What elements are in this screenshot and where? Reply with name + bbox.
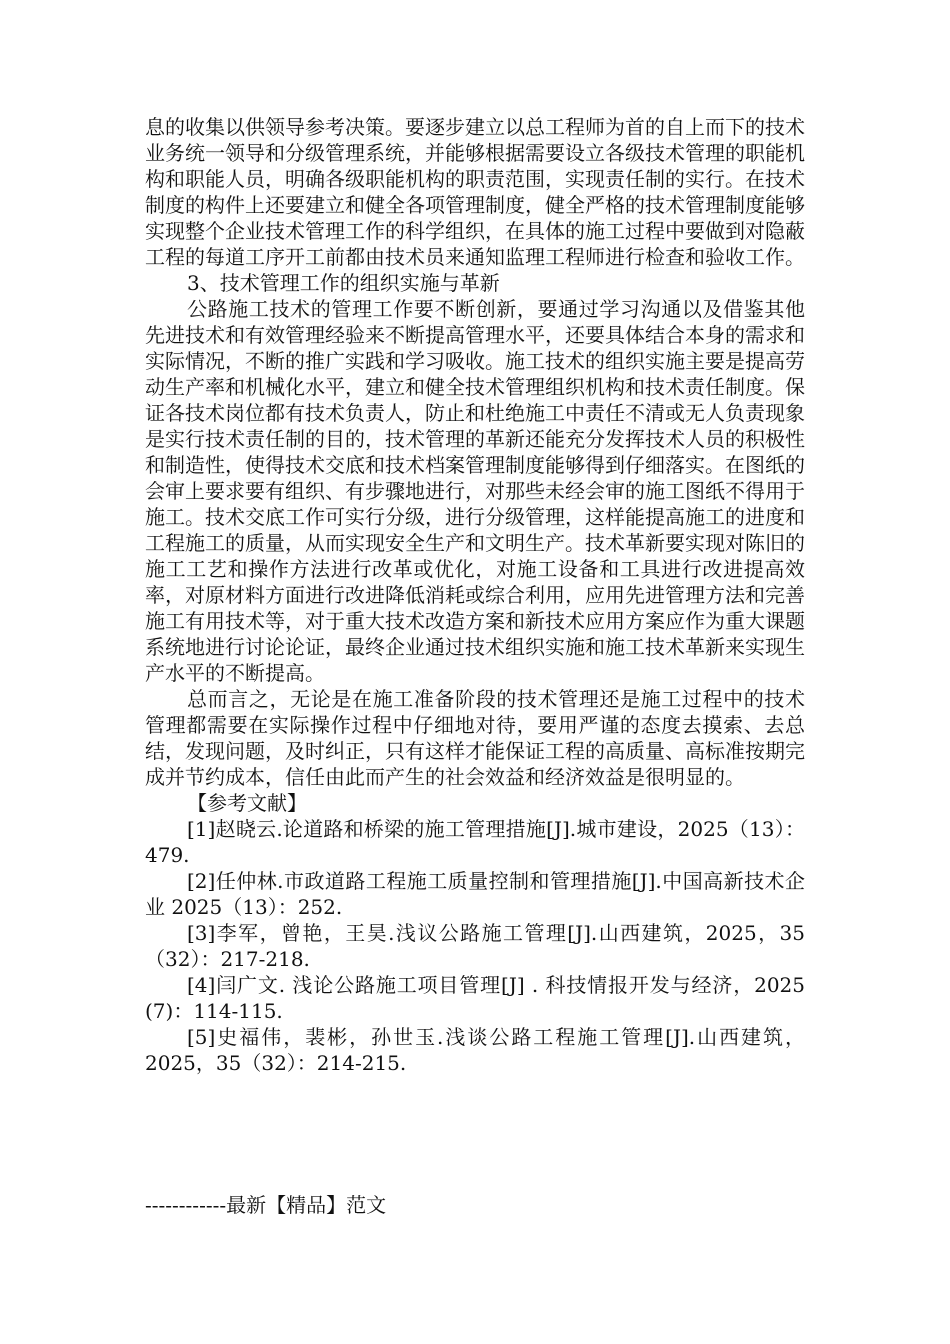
footer-text: ------------最新【精品】范文 — [145, 1193, 387, 1217]
paragraph-continued: 息的收集以供领导参考决策。要逐步建立以总工程师为首的自上而下的技术业务统一领导和分级管理系统，并能够根据需要设立各级技术管理的职能机构和职能人员，明确各级职能机构的职责范围，实现责任制的实行。在技术制度的构件上还要建立和健全各项管理制度，健全严格的技术管理制度能够实现整个企业技术管理工作的科学组织，在具体的施工过程中要做到对隐蔽工程的每道工序开工前都由技术员来通知监理工程师进行检查和验收工作。 — [145, 115, 805, 269]
document-body — [145, 114, 805, 1076]
section-heading: 3、技术管理工作的组织实施与革新 — [187, 271, 500, 295]
reference-item: [5]史福伟，裴彬，孙世玉.浅谈公路工程施工管理[J].山西建筑，2025，35（32）：214-215. — [145, 1025, 805, 1075]
reference-item: [1]赵晓云.论道路和桥梁的施工管理措施[J].城市建设，2025（13）：479. — [145, 817, 805, 867]
reference-item: [2]任仲林.市政道路工程施工质量控制和管理措施[J].中国高新技术企业 2025（13）：252. — [145, 869, 805, 919]
paragraph-conclusion: 总而言之，无论是在施工准备阶段的技术管理还是施工过程中的技术管理都需要在实际操作过程中仔细地对待，要用严谨的态度去摸索、去总结，发现问题，及时纠正，只有这样才能保证工程的高质量、高标准按期完成并节约成本，信任由此而产生的社会效益和经济效益是很明显的。 — [145, 687, 805, 789]
reference-item: [4]闫广文. 浅论公路施工项目管理[J] . 科技情报开发与经济，2025 (7)：114-115. — [145, 973, 805, 1023]
reference-item: [3]李军，曾艳，王昊.浅议公路施工管理[J].山西建筑，2025，35（32）：217-218. — [145, 921, 805, 971]
references-heading: 【参考文献】 — [187, 791, 307, 815]
paragraph: 公路施工技术的管理工作要不断创新，要通过学习沟通以及借鉴其他先进技术和有效管理经验来不断提高管理水平，还要具体结合本身的需求和实际情况，不断的推广实践和学习吸收。施工技术的组织实施主要是提高劳动生产率和机械化水平，建立和健全技术管理组织机构和技术责任制度。保证各技术岗位都有技术负责人，防止和杜绝施工中责任不清或无人负责现象是实行技术责任制的目的，技术管理的革新还能充分发挥技术人员的积极性和制造性，使得技术交底和技术档案管理制度能够得到仔细落实。在图纸的会审上要求要有组织、有步骤地进行，对那些未经会审的施工图纸不得用于施工。技术交底工作可实行分级，进行分级管理，这样能提高施工的进度和工程施工的质量，从而实现安全生产和文明生产。技术革新要实现对陈旧的施工工艺和操作方法进行改革或优化，对施工设备和工具进行改进提高效率，对原材料方面进行改进降低消耗或综合利用，应用先进管理方法和完善施工有用技术等，对于重大技术改造方案和新技术应用方案应作为重大课题系统地进行讨论论证，最终企业通过技术组织实施和施工技术革新来实现生产水平的不断提高。 — [145, 297, 805, 685]
